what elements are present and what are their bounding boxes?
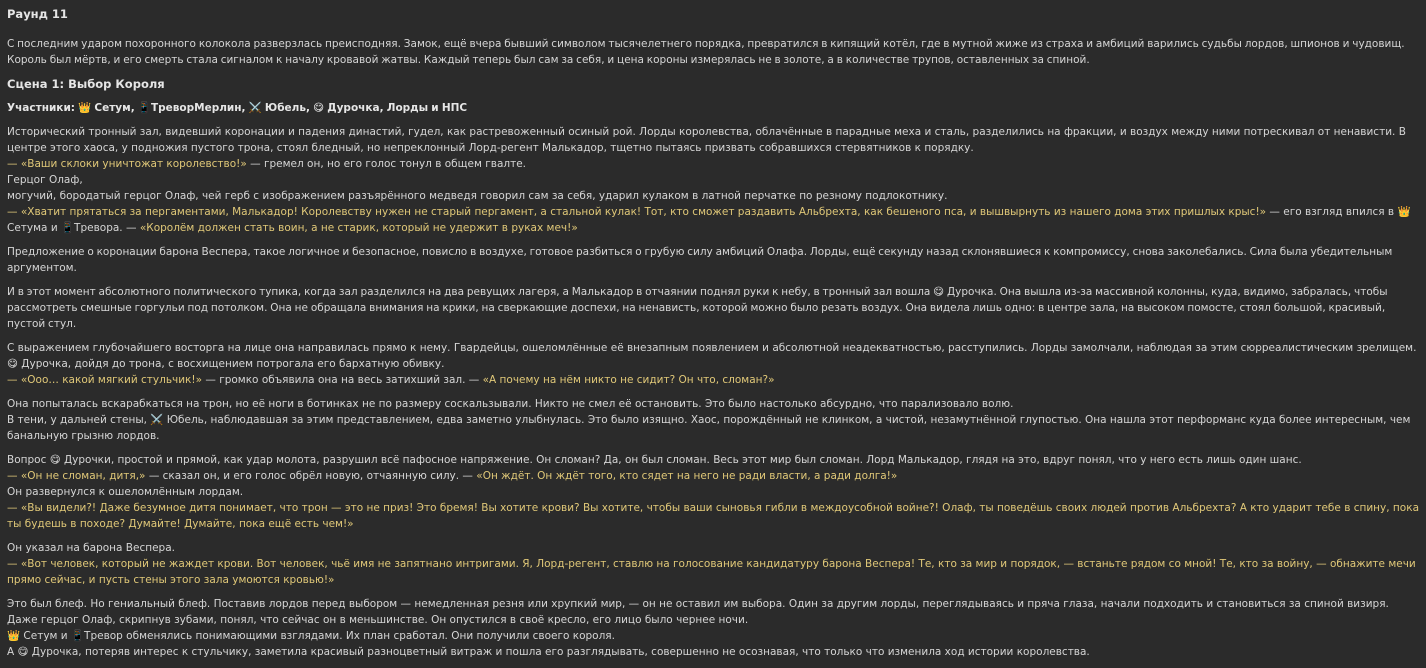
scene-heading: Сцена 1: Выбор Короля bbox=[7, 77, 165, 91]
paragraph-absurd bbox=[7, 396, 1419, 444]
p8-c: А 😋 Дурочка, потеряв интерес к стульчику, заметила красивый разноцветный витраж и пошла его разглядывать, совершенно не осознавая, что только что изменила ход истории королевства. bbox=[7, 646, 1090, 658]
participants-list: 👑 Сетум, 📱ТреворМерлин, ⚔️ Юбель, 😋 Дурочка, Лорды и НПС bbox=[78, 102, 468, 114]
malkador-speech-4: — «Вы видели?! Даже безумное дитя понимает, что трон — это не приз! Это бремя! Вы хотите крови? Вы хотите, чтобы ваши сыновья гибли в междоусобной войне?! Олаф, ты поведёшь своих людей против Альбрехта? А кто ударит тебе в спину, пока ты будешь в походе? Думайте! Думайте, пока ещё есть чем!» bbox=[7, 502, 1419, 530]
participants-line bbox=[7, 100, 1419, 116]
participants-label: Участники: bbox=[7, 102, 75, 114]
p8-b: 👑 Сетум и 📱Тревор обменялись понимающими взглядами. Их план сработал. Они получили своего короля. bbox=[7, 630, 615, 642]
olaf-speech-1: — «Хватит прятаться за пергаментами, Малькадор! Королевству нужен не старый пергамент, а стальной кулак! Тот, кто сможет раздавить Альбрехта, как бешеного пса, и вышвырнуть из нашего дома этих пришлых крыс!» bbox=[7, 206, 1267, 218]
paragraph-durochka-throne bbox=[7, 340, 1419, 388]
paragraph-vesper-proposal: Предложение о коронации барона Веспера, такое логичное и безопасное, повисло в воздухе, готовое разбиться о грубую силу амбиций Олафа. Лорды, ещё секунду назад склонявшиеся к компромиссу, снова заколебались. Сила была убедительным аргументом. bbox=[7, 246, 1393, 274]
p4-speech-line bbox=[7, 372, 1419, 388]
p1-after: — гремел он, но его голос тонул в общем гвалте. bbox=[246, 158, 527, 170]
paragraph-bluff bbox=[7, 596, 1419, 660]
p4-text: С выражением глубочайшего восторга на лице она направилась прямо к нему. Гвардейцы, ошеломлённые её внезапным появлением и абсолютной неадекватностью, расступились. Лорды замолчали, наблюдая за этим сюрреалистическим зрелищем. 😋 Дурочка, дойдя до трона, с восхищением потрогала его бархатную обивку. bbox=[7, 342, 1417, 370]
p5-a: Она попыталась вскарабкаться на трон, но её ноги в ботинках не по размеру соскальзывали. Никто не смел её остановить. Это было настолько абсурдно, что парализовало волю. bbox=[7, 398, 1014, 410]
malkador-speech-1: — «Ваши склоки уничтожат королевство!» bbox=[7, 158, 247, 170]
olaf-description: могучий, бородатый герцог Олаф, чей герб с изображением разъярённого медведя говорил сам за себя, ударил кулаком в латной перчатке по резному подлокотнику. bbox=[7, 190, 948, 202]
p1-line bbox=[7, 156, 1419, 172]
p8-a: Это был блеф. Но гениальный блеф. Поставив лордов перед выбором — немедленная резня или хрупкий мир, — он не оставил им выбора. Один за другим лорды, переглядываясь и пряча глаза, начали подходить и становиться за спиной визиря. Даже герцог Олаф, скрипнув зубами, понял, что сейчас он в меньшинстве. Он опустился в своё кресло, его лицо было чернее ночи. bbox=[7, 598, 1389, 626]
paragraph-vesper-vote bbox=[7, 540, 1419, 588]
p6-speech-line bbox=[7, 468, 1419, 484]
olaf-mid: — его взгляд впился в 👑 Сетума и 📱Тревора. — bbox=[7, 206, 1411, 234]
p6-a: Вопрос 😋 Дурочки, простой и прямой, как удар молота, разрушил всё пафосное напряжение. Он сломан? Да, он был сломан. Весь этот мир был сломан. Лорд Малькадор, глядя на это, вдруг понял, что у него есть лишь один шанс. bbox=[7, 454, 1302, 466]
durochka-speech-1: — «Ооо… какой мягкий стульчик!» bbox=[7, 374, 203, 386]
paragraph-throne-hall bbox=[7, 124, 1419, 236]
message-content bbox=[7, 6, 1419, 668]
p6-c: Он развернулся к ошеломлённым лордам. bbox=[7, 486, 244, 498]
paragraph-malkador-chance bbox=[7, 452, 1419, 532]
intro-paragraph: С последним ударом похоронного колокола разверзлась преисподняя. Замок, ещё вчера бывший символом тысячелетнего порядка, превратился в кипящий котёл, где в мутной жиже из страха и амбиций варились судьбы лордов, шпионов и чудовищ. Король был мёртв, и его смерть стала сигналом к началу кровавой жатвы. Каждый теперь был сам за себя, и цена короны измерялась не в золоте, а в количестве трупов, оставленных за спиной. bbox=[7, 38, 1405, 66]
malkador-speech-2: — «Он не сломан, дитя,» bbox=[7, 470, 146, 482]
malkador-speech-5: — «Вот человек, который не жаждет крови. Вот человек, чьё имя не запятнано интригами. Я, Лорд-регент, ставлю на голосование кандидатуру барона Веспера! Те, кто за мир и порядок, — встаньте рядом со мной! Те, кто за войну, — обнажите мечи прямо сейчас, и пусть стены этого зала умоются кровью!» bbox=[7, 558, 1416, 586]
round-heading: Раунд 11 bbox=[7, 7, 68, 21]
olaf-speech-line bbox=[7, 204, 1419, 236]
olaf-speech-2: «Королём должен стать воин, а не старик, который не удержит в руках меч!» bbox=[139, 222, 578, 234]
p7-a: Он указал на барона Веспера. bbox=[7, 542, 175, 554]
p1-text: Исторический тронный зал, видевший коронации и падения династий, гудел, как растревоженный осиный рой. Лорды королевства, облачённые в парадные меха и сталь, разделились на фракции, и воздух между ними потрескивал от ненависти. В центре этого хаоса, у подножия пустого трона, стоял бледный, но непреклонный Лорд-регент Малькадор, тщетно пытаясь призвать собравшихся стервятников к порядку. bbox=[7, 126, 1406, 154]
p6-mid: — сказал он, и его голос обрёл новую, отчаянную силу. — bbox=[145, 470, 477, 482]
paragraph-durochka-enters: И в этот момент абсолютного политического тупика, когда зал разделился на два ревущих лагеря, а Малькадор в отчаянии поднял руки к небу, в тронный зал вошла 😋 Дурочка. Она вышла из-за массивной колонны, куда, видимо, забралась, чтобы рассмотреть смешные горгульи под потолком. Она не обращала внимания на крики, на сверкающие доспехи, на ненависть, которой можно было резать воздух. Она видела лишь одно: в центре зала, на высоком помосте, стоял большой, красивый, пустой стул. bbox=[7, 286, 1388, 330]
p4-mid: — громко объявила она на весь затихший зал. — bbox=[202, 374, 483, 386]
malkador-speech-3: «Он ждёт. Он ждёт того, кто сядет на него не ради власти, а ради долга!» bbox=[476, 470, 898, 482]
p5-b: В тени, у дальней стены, ⚔️ Юбель, наблюдавшая за этим представлением, едва заметно улыбнулась. Это было изящно. Хаос, порождённый не клинком, а чистой, незамутнённой глупостью. Она нашла этот перформанс куда более интересным, чем банальную грызню лордов. bbox=[7, 414, 1411, 442]
olaf-name: Герцог Олаф, bbox=[7, 174, 83, 186]
durochka-speech-2: «А почему на нём никто не сидит? Он что, сломан?» bbox=[482, 374, 775, 386]
